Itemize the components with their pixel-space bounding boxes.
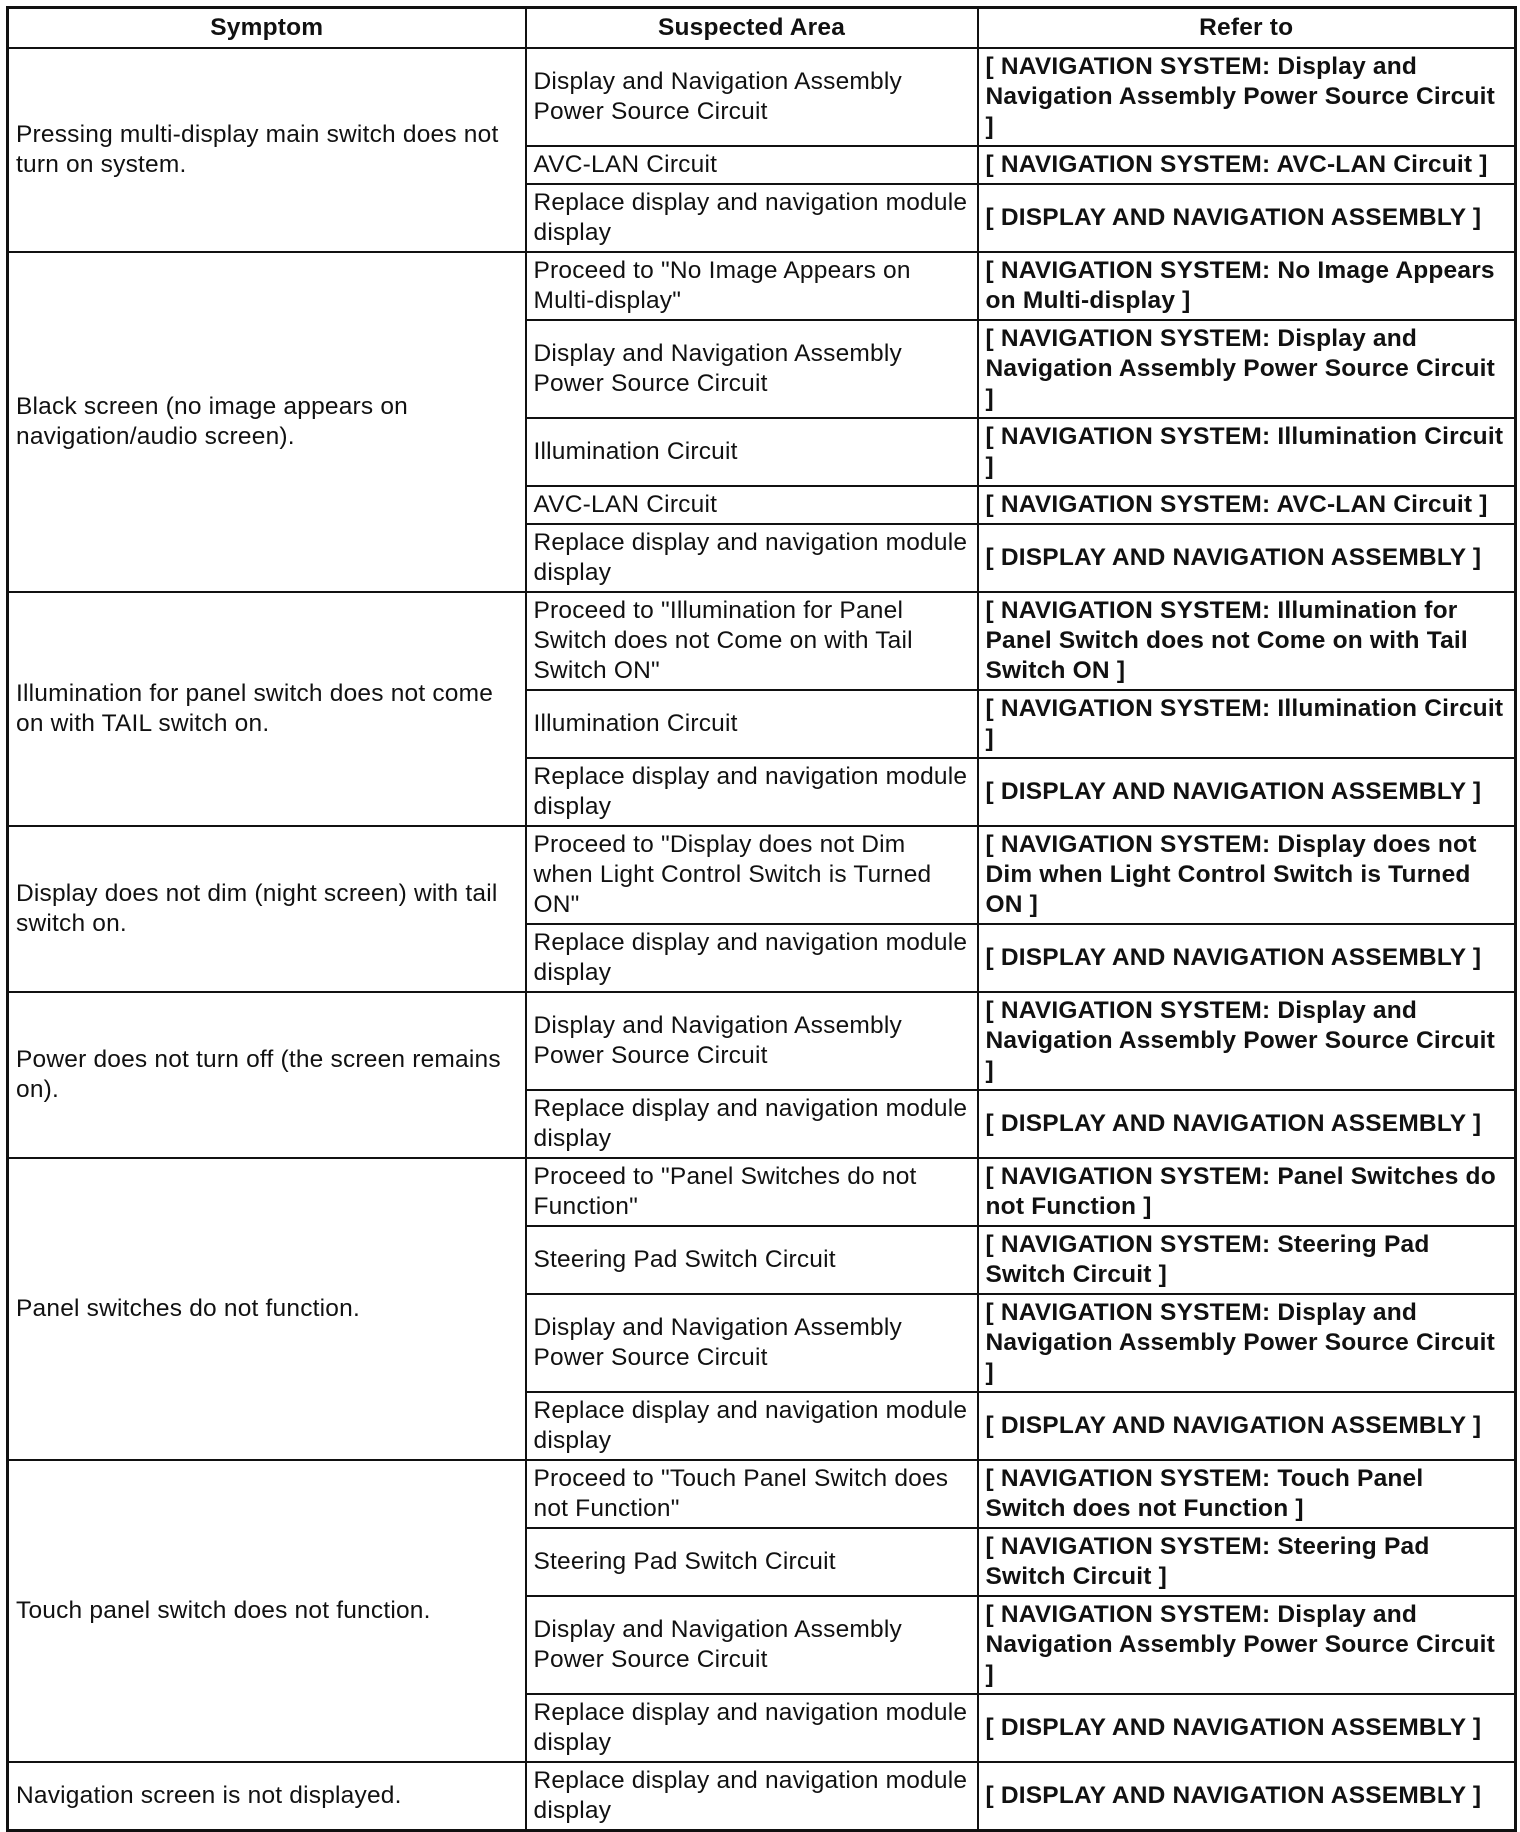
refer-to-cell: [ DISPLAY AND NAVIGATION ASSEMBLY ] [978, 524, 1516, 592]
table-body [8, 48, 1516, 1831]
suspected-area-cell: Display and Navigation Assembly Power Source Circuit [526, 1294, 978, 1392]
refer-to-cell: [ DISPLAY AND NAVIGATION ASSEMBLY ] [978, 184, 1516, 252]
suspected-area-cell: AVC-LAN Circuit [526, 146, 978, 184]
refer-to-cell: [ NAVIGATION SYSTEM: Display does not Dim when Light Control Switch is Turned ON ] [978, 826, 1516, 924]
symptom-cell: Pressing multi-display main switch does not turn on system. [8, 48, 526, 252]
suspected-area-cell: Display and Navigation Assembly Power Source Circuit [526, 320, 978, 418]
refer-to-cell: [ DISPLAY AND NAVIGATION ASSEMBLY ] [978, 1694, 1516, 1762]
suspected-area-cell: Replace display and navigation module display [526, 924, 978, 992]
suspected-area-cell: Replace display and navigation module display [526, 1392, 978, 1460]
table-row [8, 1762, 1516, 1831]
refer-to-cell: [ NAVIGATION SYSTEM: AVC-LAN Circuit ] [978, 486, 1516, 524]
refer-to-cell: [ NAVIGATION SYSTEM: Illumination Circuit ] [978, 418, 1516, 486]
refer-to-cell: [ NAVIGATION SYSTEM: Touch Panel Switch does not Function ] [978, 1460, 1516, 1528]
suspected-area-cell: Proceed to "Panel Switches do not Function" [526, 1158, 978, 1226]
table-row [8, 1158, 1516, 1226]
suspected-area-cell: Proceed to "Touch Panel Switch does not Function" [526, 1460, 978, 1528]
table-row [8, 992, 1516, 1090]
suspected-area-cell: Display and Navigation Assembly Power Source Circuit [526, 1596, 978, 1694]
table-row [8, 592, 1516, 690]
refer-to-cell: [ DISPLAY AND NAVIGATION ASSEMBLY ] [978, 758, 1516, 826]
suspected-area-cell: Steering Pad Switch Circuit [526, 1528, 978, 1596]
symptom-cell: Panel switches do not function. [8, 1158, 526, 1460]
symptom-cell: Black screen (no image appears on navigation/audio screen). [8, 252, 526, 592]
suspected-area-cell: Display and Navigation Assembly Power Source Circuit [526, 992, 978, 1090]
refer-to-cell: [ DISPLAY AND NAVIGATION ASSEMBLY ] [978, 1762, 1516, 1831]
table-row [8, 1460, 1516, 1528]
refer-to-cell: [ NAVIGATION SYSTEM: Steering Pad Switch Circuit ] [978, 1226, 1516, 1294]
table-row [8, 252, 1516, 320]
refer-to-cell: [ DISPLAY AND NAVIGATION ASSEMBLY ] [978, 1392, 1516, 1460]
header-refer-to: Refer to [978, 8, 1516, 49]
refer-to-cell: [ NAVIGATION SYSTEM: Panel Switches do not Function ] [978, 1158, 1516, 1226]
symptom-cell: Touch panel switch does not function. [8, 1460, 526, 1762]
table-row [8, 48, 1516, 146]
suspected-area-cell: Illumination Circuit [526, 690, 978, 758]
refer-to-cell: [ NAVIGATION SYSTEM: Illumination for Panel Switch does not Come on with Tail Switch ON ] [978, 592, 1516, 690]
symptom-cell: Navigation screen is not displayed. [8, 1762, 526, 1831]
table-row [8, 826, 1516, 924]
symptom-cell: Power does not turn off (the screen remains on). [8, 992, 526, 1158]
refer-to-cell: [ NAVIGATION SYSTEM: No Image Appears on Multi-display ] [978, 252, 1516, 320]
suspected-area-cell: Display and Navigation Assembly Power Source Circuit [526, 48, 978, 146]
suspected-area-cell: Steering Pad Switch Circuit [526, 1226, 978, 1294]
suspected-area-cell: Replace display and navigation module display [526, 524, 978, 592]
suspected-area-cell: Replace display and navigation module display [526, 1694, 978, 1762]
symptom-cell: Illumination for panel switch does not come on with TAIL switch on. [8, 592, 526, 826]
troubleshooting-table [6, 6, 1517, 1832]
suspected-area-cell: Replace display and navigation module display [526, 758, 978, 826]
suspected-area-cell: Proceed to "Illumination for Panel Switch does not Come on with Tail Switch ON" [526, 592, 978, 690]
suspected-area-cell: Replace display and navigation module display [526, 184, 978, 252]
refer-to-cell: [ NAVIGATION SYSTEM: Display and Navigation Assembly Power Source Circuit ] [978, 48, 1516, 146]
table-header-row [8, 8, 1516, 49]
refer-to-cell: [ NAVIGATION SYSTEM: Display and Navigation Assembly Power Source Circuit ] [978, 992, 1516, 1090]
symptom-cell: Display does not dim (night screen) with tail switch on. [8, 826, 526, 992]
refer-to-cell: [ DISPLAY AND NAVIGATION ASSEMBLY ] [978, 924, 1516, 992]
suspected-area-cell: Proceed to "No Image Appears on Multi-display" [526, 252, 978, 320]
refer-to-cell: [ NAVIGATION SYSTEM: Display and Navigation Assembly Power Source Circuit ] [978, 1596, 1516, 1694]
suspected-area-cell: AVC-LAN Circuit [526, 486, 978, 524]
suspected-area-cell: Illumination Circuit [526, 418, 978, 486]
refer-to-cell: [ DISPLAY AND NAVIGATION ASSEMBLY ] [978, 1090, 1516, 1158]
refer-to-cell: [ NAVIGATION SYSTEM: Illumination Circuit ] [978, 690, 1516, 758]
suspected-area-cell: Proceed to "Display does not Dim when Light Control Switch is Turned ON" [526, 826, 978, 924]
header-symptom: Symptom [8, 8, 526, 49]
header-suspected-area: Suspected Area [526, 8, 978, 49]
suspected-area-cell: Replace display and navigation module display [526, 1762, 978, 1831]
suspected-area-cell: Replace display and navigation module display [526, 1090, 978, 1158]
refer-to-cell: [ NAVIGATION SYSTEM: AVC-LAN Circuit ] [978, 146, 1516, 184]
refer-to-cell: [ NAVIGATION SYSTEM: Steering Pad Switch Circuit ] [978, 1528, 1516, 1596]
refer-to-cell: [ NAVIGATION SYSTEM: Display and Navigation Assembly Power Source Circuit ] [978, 320, 1516, 418]
refer-to-cell: [ NAVIGATION SYSTEM: Display and Navigation Assembly Power Source Circuit ] [978, 1294, 1516, 1392]
